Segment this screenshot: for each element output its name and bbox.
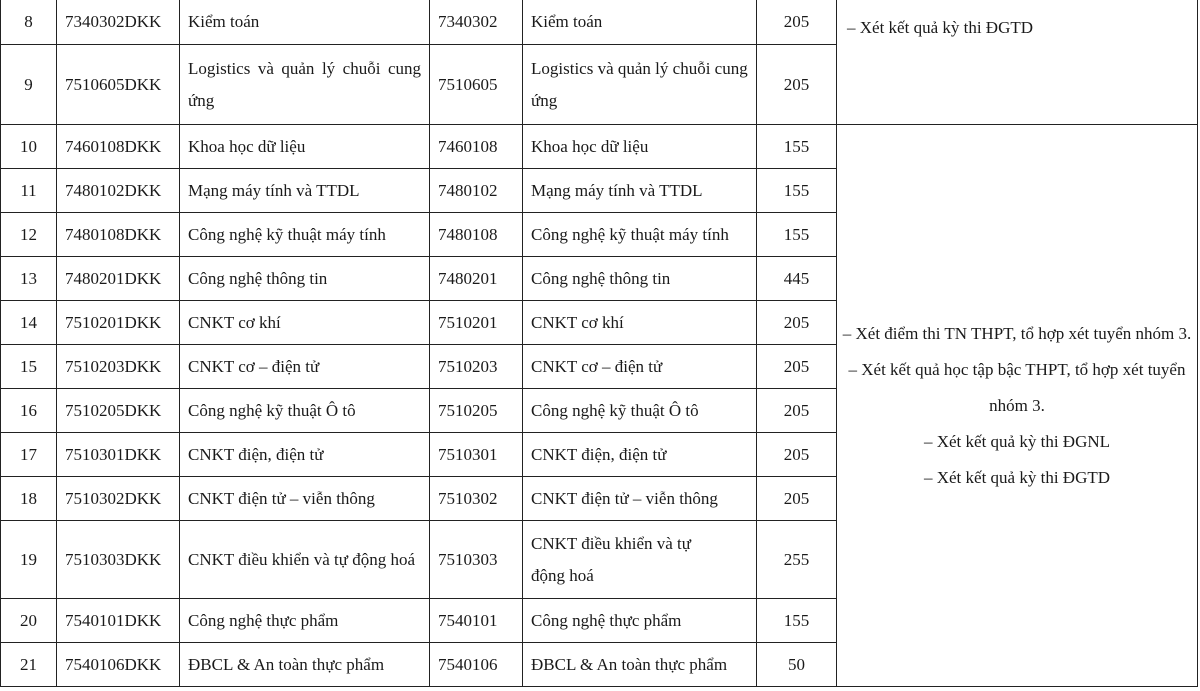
major-code: 7510205: [430, 389, 523, 433]
major-code: 7510605: [430, 45, 523, 125]
quota: 205: [757, 345, 837, 389]
program-name: CNKT cơ khí: [180, 301, 430, 345]
program-code: 7340302DKK: [57, 0, 180, 45]
major-code: 7540101: [430, 599, 523, 643]
program-name: Công nghệ kỹ thuật Ô tô: [180, 389, 430, 433]
major-code: 7510303: [430, 521, 523, 599]
major-code: 7540106: [430, 643, 523, 687]
admission-method: – Xét kết quả kỳ thi ĐGNL: [923, 431, 1111, 451]
program-name: ĐBCL & An toàn thực phẩm: [180, 643, 430, 687]
major-code: 7510302: [430, 477, 523, 521]
program-name: CNKT điện, điện tử: [180, 433, 430, 477]
quota: 205: [757, 433, 837, 477]
row-number: 19: [1, 521, 57, 599]
row-number: 21: [1, 643, 57, 687]
admission-method: – Xét điểm thi TN THPT, tổ hợp xét tuyển nhóm 3.: [842, 323, 1192, 343]
row-number: 11: [1, 169, 57, 213]
major-name: Công nghệ thông tin: [523, 257, 757, 301]
major-code: 7480102: [430, 169, 523, 213]
program-name: CNKT điện tử – viễn thông: [180, 477, 430, 521]
row-number: 8: [1, 0, 57, 45]
quota: 205: [757, 477, 837, 521]
major-name: ĐBCL & An toàn thực phẩm: [523, 643, 757, 687]
row-number: 12: [1, 213, 57, 257]
row-number: 20: [1, 599, 57, 643]
major-name: Công nghệ kỹ thuật máy tính: [523, 213, 757, 257]
major-name: Công nghệ thực phẩm: [523, 599, 757, 643]
major-name: Mạng máy tính và TTDL: [523, 169, 757, 213]
program-code: 7540106DKK: [57, 643, 180, 687]
major-name: Công nghệ kỹ thuật Ô tô: [523, 389, 757, 433]
admission-method: – Xét kết quả học tập bậc THPT, tổ hợp xét tuyển nhóm 3.: [848, 359, 1186, 415]
program-name: Công nghệ thực phẩm: [180, 599, 430, 643]
row-number: 17: [1, 433, 57, 477]
table-row: [1, 0, 1198, 45]
row-number: 9: [1, 45, 57, 125]
row-number: 18: [1, 477, 57, 521]
admission-method-cell-b: [837, 125, 1198, 687]
program-code: 7480102DKK: [57, 169, 180, 213]
quota: 445: [757, 257, 837, 301]
major-name: Kiểm toán: [523, 0, 757, 45]
admission-method-cell-a: [837, 0, 1198, 125]
major-name: Logistics và quản lý chuỗi cung ứng: [523, 45, 757, 125]
major-name: CNKT điện, điện tử: [523, 433, 757, 477]
quota: 205: [757, 389, 837, 433]
program-code: 7510201DKK: [57, 301, 180, 345]
quota: 50: [757, 643, 837, 687]
program-name: Kiểm toán: [180, 0, 430, 45]
quota: 155: [757, 599, 837, 643]
program-code: 7480201DKK: [57, 257, 180, 301]
major-name: CNKT cơ khí: [523, 301, 757, 345]
major-code: 7510201: [430, 301, 523, 345]
quota: 255: [757, 521, 837, 599]
admission-method: – Xét kết quả kỳ thi ĐGTD: [923, 467, 1111, 487]
quota: 205: [757, 0, 837, 45]
program-name: Mạng máy tính và TTDL: [180, 169, 430, 213]
major-code: 7510203: [430, 345, 523, 389]
program-name: CNKT điều khiển và tự động hoá: [180, 521, 430, 599]
program-name: Logistics và quản lý chuỗi cung ứng: [180, 45, 430, 125]
program-code: 7510302DKK: [57, 477, 180, 521]
row-number: 13: [1, 257, 57, 301]
program-name: Khoa học dữ liệu: [180, 125, 430, 169]
quota: 205: [757, 301, 837, 345]
program-name: Công nghệ kỹ thuật máy tính: [180, 213, 430, 257]
quota: 155: [757, 213, 837, 257]
row-number: 15: [1, 345, 57, 389]
major-code: 7340302: [430, 0, 523, 45]
major-name: CNKT điện tử – viễn thông: [523, 477, 757, 521]
program-code: 7510605DKK: [57, 45, 180, 125]
major-name: CNKT điều khiển và tự động hoá: [523, 521, 757, 599]
row-number: 10: [1, 125, 57, 169]
quota: 155: [757, 125, 837, 169]
program-code: 7510303DKK: [57, 521, 180, 599]
program-code: 7510203DKK: [57, 345, 180, 389]
program-code: 7540101DKK: [57, 599, 180, 643]
major-code: 7480201: [430, 257, 523, 301]
admission-method: – Xét kết quả kỳ thi ĐGTD: [847, 18, 1034, 37]
major-name: CNKT cơ – điện tử: [523, 345, 757, 389]
program-code: 7510205DKK: [57, 389, 180, 433]
major-code: 7460108: [430, 125, 523, 169]
table-row: [1, 125, 1198, 169]
program-name: Công nghệ thông tin: [180, 257, 430, 301]
program-code: 7460108DKK: [57, 125, 180, 169]
major-code: 7480108: [430, 213, 523, 257]
quota: 205: [757, 45, 837, 125]
row-number: 16: [1, 389, 57, 433]
row-number: 14: [1, 301, 57, 345]
program-code: 7510301DKK: [57, 433, 180, 477]
program-name: CNKT cơ – điện tử: [180, 345, 430, 389]
major-name: Khoa học dữ liệu: [523, 125, 757, 169]
quota: 155: [757, 169, 837, 213]
program-code: 7480108DKK: [57, 213, 180, 257]
major-code: 7510301: [430, 433, 523, 477]
